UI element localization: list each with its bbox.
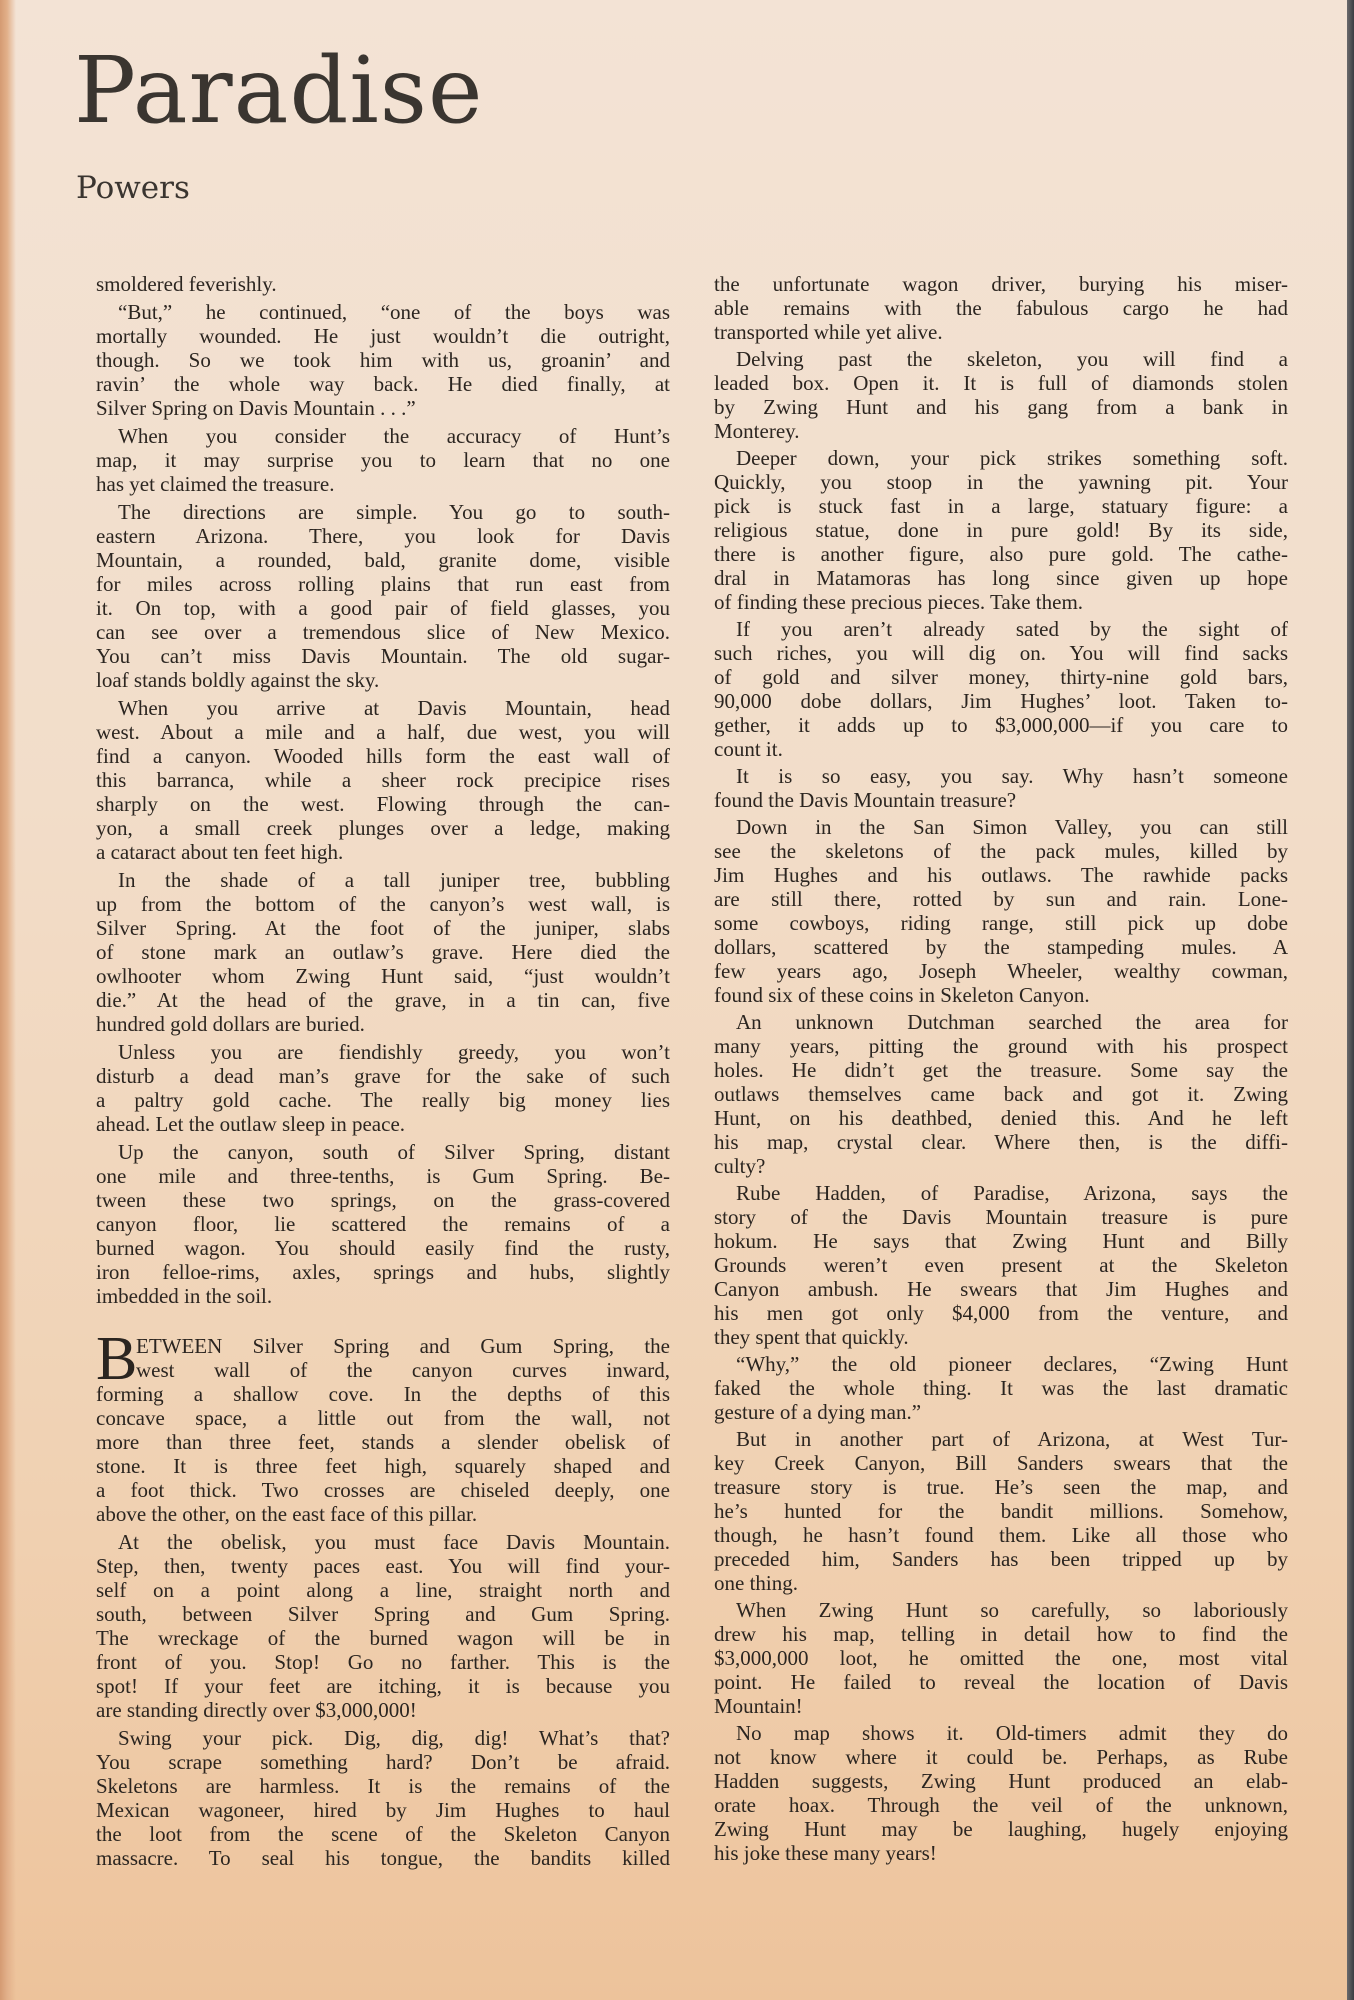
text-line: You scrape something hard? Don’t be afraid. xyxy=(96,1750,670,1774)
text-line: When you consider the accuracy of Hunt’s xyxy=(118,424,670,448)
text-line: tween these two springs, on the grass-covered xyxy=(96,1188,670,1212)
text-line: has yet claimed the treasure. xyxy=(96,472,335,496)
text-line: Up the canyon, south of Silver Spring, distant xyxy=(118,1140,670,1164)
text-line: the loot from the scene of the Skeleton Canyon xyxy=(96,1822,670,1846)
text-column-right xyxy=(714,272,1288,1865)
text-line: “But,” he continued, “one of the boys was xyxy=(118,300,670,324)
text-line: his map, crystal clear. Where then, is the diffi- xyxy=(714,1130,1288,1154)
text-line: a foot thick. Two crosses are chiseled deeply, one xyxy=(96,1478,670,1502)
text-line: mortally wounded. He just wouldn’t die outright, xyxy=(96,324,670,348)
text-line: In the shade of a tall juniper tree, bubbling xyxy=(118,868,670,892)
text-line: Delving past the skeleton, you will find a xyxy=(736,347,1288,371)
text-line: Jim Hughes and his outlaws. The rawhide packs xyxy=(714,863,1288,887)
text-line: drew his map, telling in detail how to find the xyxy=(714,1622,1288,1646)
paragraph xyxy=(96,1726,670,1870)
text-line: he’s hunted for the bandit millions. Somehow, xyxy=(714,1499,1288,1523)
text-line: canyon floor, lie scattered the remains of a xyxy=(96,1212,670,1236)
text-line: Skeletons are harmless. It is the remains of the xyxy=(96,1774,670,1798)
text-line: key Creek Canyon, Bill Sanders swears that the xyxy=(714,1451,1288,1475)
text-line: some cowboys, riding range, still pick up dobe xyxy=(714,911,1288,935)
text-line: there is another figure, also pure gold. The cathe- xyxy=(714,542,1288,566)
text-line: though, he hasn’t found them. Like all those who xyxy=(714,1523,1288,1547)
text-line: are still there, rotted by sun and rain. Lone- xyxy=(714,887,1288,911)
text-line: When Zwing Hunt so carefully, so laboriously xyxy=(736,1598,1288,1622)
paragraph xyxy=(714,764,1288,812)
text-line: Step, then, twenty paces east. You will find your- xyxy=(96,1554,670,1578)
text-line: found six of these coins in Skeleton Canyon. xyxy=(714,983,1090,1007)
text-line: leaded box. Open it. It is full of diamonds stolen xyxy=(714,371,1288,395)
text-line: yon, a small creek plunges over a ledge, making xyxy=(96,816,670,840)
text-line: not know where it could be. Perhaps, as Rube xyxy=(714,1745,1288,1769)
text-line: his joke these many years! xyxy=(714,1841,937,1865)
text-line: up from the bottom of the canyon’s west wall, is xyxy=(96,892,670,916)
paragraph xyxy=(96,272,670,296)
text-line: map, it may surprise you to learn that no one xyxy=(96,448,670,472)
text-line: forming a shallow cove. In the depths of this xyxy=(96,1382,670,1406)
text-line: south, between Silver Spring and Gum Spring. xyxy=(96,1602,670,1626)
text-line: stone. It is three feet high, squarely shaped and xyxy=(96,1454,670,1478)
text-line: a cataract about ten feet high. xyxy=(96,840,344,864)
text-line: find a canyon. Wooded hills form the east wall of xyxy=(96,744,670,768)
paragraph xyxy=(96,696,670,864)
text-line: Mountain, a rounded, bald, granite dome, visible xyxy=(96,548,670,572)
article-title: Paradise xyxy=(74,37,484,144)
text-line: The directions are simple. You go to south- xyxy=(118,500,670,524)
text-line: faked the whole thing. It was the last dramatic xyxy=(714,1376,1288,1400)
text-line: Mountain! xyxy=(714,1694,803,1718)
text-line: When you arrive at Davis Mountain, head xyxy=(118,696,670,720)
text-line: “Why,” the old pioneer declares, “Zwing Hunt xyxy=(736,1352,1288,1376)
text-line: west wall of the canyon curves inward, xyxy=(136,1358,670,1382)
text-line: treasure story is true. He’s seen the map, and xyxy=(714,1475,1288,1499)
text-line: 90,000 dobe dollars, Jim Hughes’ loot. Taken to- xyxy=(714,689,1288,713)
text-line: few years ago, Joseph Wheeler, wealthy cowman, xyxy=(714,959,1288,983)
text-line: eastern Arizona. There, you look for Davis xyxy=(96,524,670,548)
text-line: pick is stuck fast in a large, statuary figure: a xyxy=(714,494,1288,518)
text-line: his men got only $4,000 from the venture, and xyxy=(714,1301,1288,1325)
text-line: by Zwing Hunt and his gang from a bank in xyxy=(714,395,1288,419)
paragraph xyxy=(96,868,670,1036)
text-line: Silver Spring. At the foot of the juniper, slabs xyxy=(96,916,670,940)
paragraph xyxy=(714,272,1288,344)
text-column-left xyxy=(96,272,670,1870)
text-line: concave space, a little out from the wall, not xyxy=(96,1406,670,1430)
text-line: holes. He didn’t get the treasure. Some say the xyxy=(714,1058,1288,1082)
text-line: they spent that quickly. xyxy=(714,1325,909,1349)
text-line: disturb a dead man’s grave for the sake of such xyxy=(96,1064,670,1088)
text-line: owlhooter whom Zwing Hunt said, “just wouldn’t xyxy=(96,964,670,988)
text-line: imbedded in the soil. xyxy=(96,1284,273,1308)
text-line: one mile and three-tenths, is Gum Spring. Be- xyxy=(96,1164,670,1188)
text-line: are standing directly over $3,000,000! xyxy=(96,1698,417,1722)
text-line: An unknown Dutchman searched the area for xyxy=(736,1010,1288,1034)
text-line: Zwing Hunt may be laughing, hugely enjoying xyxy=(714,1817,1288,1841)
text-line: it. On top, with a good pair of field glasses, you xyxy=(96,596,670,620)
text-line: orate hoax. Through the veil of the unknown, xyxy=(714,1793,1288,1817)
text-line: the unfortunate wagon driver, burying his miser- xyxy=(714,272,1288,296)
text-line: can see over a tremendous slice of New Mexico. xyxy=(96,620,670,644)
text-line: of gold and silver money, thirty-nine gold bars, xyxy=(714,665,1288,689)
paragraph xyxy=(96,300,670,420)
text-line: die.” At the head of the grave, in a tin can, five xyxy=(96,988,670,1012)
text-line: Mexican wagoneer, hired by Jim Hughes to haul xyxy=(96,1798,670,1822)
text-line: Unless you are fiendishly greedy, you won’t xyxy=(118,1040,670,1064)
page-binding-edge xyxy=(0,0,16,2000)
text-line: of finding these precious pieces. Take them. xyxy=(714,590,1084,614)
text-line: burned wagon. You should easily find the rusty, xyxy=(96,1236,670,1260)
paragraph xyxy=(96,1325,670,1526)
paragraph xyxy=(714,1181,1288,1349)
text-line: gether, it adds up to $3,000,000—if you care to xyxy=(714,713,1288,737)
text-line: a paltry gold cache. The really big money lies xyxy=(96,1088,670,1112)
text-line: one thing. xyxy=(714,1571,798,1595)
text-line: self on a point along a line, straight north and xyxy=(96,1578,670,1602)
text-line: ETWEEN Silver Spring and Gum Spring, the xyxy=(136,1334,670,1358)
text-line: It is so easy, you say. Why hasn’t someone xyxy=(736,764,1288,788)
text-line: count it. xyxy=(714,737,783,761)
paragraph xyxy=(714,446,1288,614)
text-line: Deeper down, your pick strikes something soft. xyxy=(736,446,1288,470)
text-line: loaf stands boldly against the sky. xyxy=(96,668,380,692)
text-line: story of the Davis Mountain treasure is pure xyxy=(714,1205,1288,1229)
paragraph xyxy=(714,1721,1288,1865)
paragraph xyxy=(714,347,1288,443)
paragraph xyxy=(96,500,670,692)
paragraph xyxy=(96,1530,670,1722)
text-line: dral in Matamoras has long since given up hope xyxy=(714,566,1288,590)
text-line: But in another part of Arizona, at West Tur- xyxy=(736,1427,1288,1451)
text-line: Down in the San Simon Valley, you can still xyxy=(736,815,1288,839)
text-line: The wreckage of the burned wagon will be in xyxy=(96,1626,670,1650)
text-line: Grounds weren’t even present at the Skeleton xyxy=(714,1253,1288,1277)
text-line: Swing your pick. Dig, dig, dig! What’s that? xyxy=(118,1726,670,1750)
text-line: see the skeletons of the pack mules, killed by xyxy=(714,839,1288,863)
text-line: front of you. Stop! Go no farther. This is the xyxy=(96,1650,670,1674)
text-line: transported while yet alive. xyxy=(714,320,943,344)
paragraph xyxy=(714,1427,1288,1595)
text-line: point. He failed to reveal the location of Davis xyxy=(714,1670,1288,1694)
text-line: outlaws themselves came back and got it. Zwing xyxy=(714,1082,1288,1106)
paragraph xyxy=(96,1140,670,1308)
paragraph xyxy=(714,815,1288,1007)
text-line: hundred gold dollars are buried. xyxy=(96,1012,365,1036)
text-line: ravin’ the whole way back. He died finally, at xyxy=(96,372,670,396)
text-line: No map shows it. Old-timers admit they do xyxy=(736,1721,1288,1745)
page-right-edge xyxy=(1347,0,1354,2000)
text-line: ahead. Let the outlaw sleep in peace. xyxy=(96,1112,406,1136)
text-line: Hadden suggests, Zwing Hunt produced an elab- xyxy=(714,1769,1288,1793)
text-line: hokum. He says that Zwing Hunt and Billy xyxy=(714,1229,1288,1253)
text-line: found the Davis Mountain treasure? xyxy=(714,788,1017,812)
text-line: culty? xyxy=(714,1154,766,1178)
text-line: Rube Hadden, of Paradise, Arizona, says the xyxy=(736,1181,1288,1205)
text-line: this barranca, while a sheer rock precipice rises xyxy=(96,768,670,792)
text-line: Silver Spring on Davis Mountain . . .” xyxy=(96,396,416,420)
paragraph xyxy=(714,1598,1288,1718)
text-line: though. So we took him with us, groanin’ and xyxy=(96,348,670,372)
text-line: Quickly, you stoop in the yawning pit. Your xyxy=(714,470,1288,494)
article-byline: Powers xyxy=(76,170,190,206)
text-line: If you aren’t already sated by the sight of xyxy=(736,617,1288,641)
text-line: religious statue, done in pure gold! By its side, xyxy=(714,518,1288,542)
text-line: more than three feet, stands a slender obelisk of xyxy=(96,1430,670,1454)
text-line: for miles across rolling plains that run east from xyxy=(96,572,670,596)
text-line: smoldered feverishly. xyxy=(96,272,277,296)
text-line: many years, pitting the ground with his prospect xyxy=(714,1034,1288,1058)
paragraph xyxy=(96,424,670,496)
text-line: dollars, scattered by the stampeding mules. A xyxy=(714,935,1288,959)
text-line: Hunt, on his deathbed, denied this. And he left xyxy=(714,1106,1288,1130)
text-line: iron felloe-rims, axles, springs and hubs, slightly xyxy=(96,1260,670,1284)
text-line: sharply on the west. Flowing through the can- xyxy=(96,792,670,816)
paragraph xyxy=(714,1010,1288,1178)
text-line: You can’t miss Davis Mountain. The old sugar- xyxy=(96,644,670,668)
text-line: of stone mark an outlaw’s grave. Here died the xyxy=(96,940,670,964)
text-line: such riches, you will dig on. You will find sacks xyxy=(714,641,1288,665)
paragraph xyxy=(714,617,1288,761)
paragraph xyxy=(96,1040,670,1136)
text-line: preceded him, Sanders has been tripped up by xyxy=(714,1547,1288,1571)
text-line: $3,000,000 loot, he omitted the one, most vital xyxy=(714,1646,1288,1670)
text-line: Monterey. xyxy=(714,419,800,443)
text-line: Canyon ambush. He swears that Jim Hughes and xyxy=(714,1277,1288,1301)
text-line: above the other, on the east face of this pillar. xyxy=(96,1502,478,1526)
text-line: spot! If your feet are itching, it is because you xyxy=(96,1674,670,1698)
text-line: massacre. To seal his tongue, the bandits killed xyxy=(96,1846,670,1870)
text-line: At the obelisk, you must face Davis Mountain. xyxy=(118,1530,670,1554)
text-line: able remains with the fabulous cargo he had xyxy=(714,296,1288,320)
drop-cap: B xyxy=(96,1325,138,1393)
paragraph xyxy=(714,1352,1288,1424)
text-line: west. About a mile and a half, due west, you will xyxy=(96,720,670,744)
text-line: gesture of a dying man.” xyxy=(714,1400,922,1424)
